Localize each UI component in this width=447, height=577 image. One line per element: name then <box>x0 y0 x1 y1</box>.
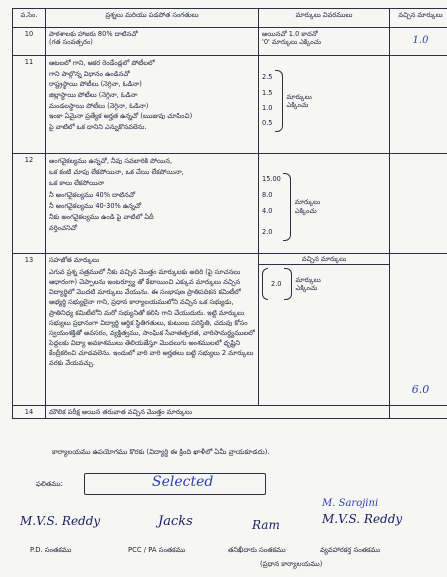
row-13-left-brace <box>262 268 268 300</box>
row-13-value: 2.0 <box>271 280 282 289</box>
row-11-options <box>262 70 386 132</box>
header-points: మార్కులు వివరములు <box>259 9 390 28</box>
vp-signature-label: వ్యవహారకర్త సంతకము <box>320 546 381 554</box>
row-10-score: 1.0 <box>412 35 429 46</box>
row-13-label <box>296 276 321 293</box>
row-10-points-line-2: '0' మార్కులు ఎక్కించు <box>262 38 322 47</box>
row-12-values <box>262 172 281 241</box>
row-12-desc-line-5: నీ అంగవైకల్యము 40-30% ఉన్నచో <box>49 201 142 210</box>
header-score: వచ్చిన మార్కులు <box>390 9 447 28</box>
row-12-value-3: 4.0 <box>262 206 273 215</box>
row-11-label-line-1: మార్కులు <box>286 92 312 101</box>
row-13-score-cell <box>390 254 447 406</box>
row-12-value-4: 2.0 <box>262 228 273 237</box>
row-11-number: 11 <box>13 56 46 154</box>
row-11-value-4: 0.5 <box>262 119 273 128</box>
row-12-label <box>295 198 320 215</box>
row-10-desc-line-2: (గత సంవత్సరం) <box>49 38 93 47</box>
office-use-note: కార్యాలయము ఉపయోగము కొరకు (విద్యార్థి ఈ క్రింది ఖాళీలో ఏమీ వ్రాయకూడదు). <box>52 448 270 456</box>
row-12-desc-line-1: అంగవైకల్యము ఉన్నచో, నీవు సవబారికి పోయిన, <box>49 157 173 165</box>
inspector-signature: Ram <box>252 518 280 532</box>
row-11-score <box>390 56 447 154</box>
row-14-number: 14 <box>13 406 46 419</box>
row-12-score <box>390 154 447 254</box>
row-11-brace <box>275 70 283 132</box>
row-12-desc-line-7: వర్తించనిచో <box>49 224 77 233</box>
row-13-brace <box>284 268 292 300</box>
row-14-score <box>390 406 447 419</box>
row-13-score: 6.0 <box>411 382 430 396</box>
row-12-value-1: 15.00 <box>262 175 281 183</box>
row-10-points <box>259 28 390 56</box>
row-12-options <box>262 172 386 241</box>
pcc-signature-label: PCC / PA సంతకము <box>128 546 186 554</box>
row-12-label-line-2: ఎక్కించు <box>294 206 317 215</box>
row-12-value-2: 8.0 <box>262 190 273 199</box>
row-13-number: 13 <box>13 254 46 406</box>
row-11-label <box>287 93 312 110</box>
row-11-desc-line-5: మండలస్థాయి పోటీలు (నెగ్గినా, ఓడినా) <box>49 101 149 110</box>
row-11-description <box>46 56 259 154</box>
row-12-desc-line-6: నీకు అంగవైకల్యము ఉండి పై వాటిలో ఏదీ <box>49 213 154 222</box>
row-11-desc-line-1: ఆటలలో గాని, ఆకర రెండేండ్లలో పోటీలలో <box>49 59 155 67</box>
row-11-desc-line-4: జిల్లాస్థాయి పోటీలు (నెగ్గినా, ఓడినా <box>49 91 138 100</box>
row-13-text: ఎగువ ప్రశ్న పత్రములో నీకు వచ్చిన మొత్తం మార్కులకు అదిరి (పై సూచనలు ఆధారంగా) చెప్పాలను ఇంటర్వ్యూ తో కేటాయించి ఎక్కువ మార్కులు వచ్చిన విద్యార్థిలో మొదటి మార్కులు వేయును. ఈ సంభాషణ ప్రాతిపదికన కమిటీలో అభ్యర్థి సభ్యులైనా గాని, ప్రధాన కార్యాలయములోని వచ్చిన ఒక సభ్యుడు, ప్రాతినిధ్య కమిటీలోని మరో సభ్యునితో కలిసి గాని చేయుదురు. ఇట్టి మార్కులు సభ్యులు ప్రధానంగా విద్యార్థి ఆర్థిక స్థితిగతులు, కుటుంబ పరిస్థితి, చదువు కోసం స్వయంశక్తితో అవసరం, వ్యక్తిత్వము, సాంఘిక సేవాతత్పరత, వారిసామర్థ్యములలో పెద్దలకు విద్యా అవకాశములు తెలియజేస్తూ మొదలుగు అంశములలో ధృష్టిని కేంద్రీకరించి చూడవలెను. ఇందులో వారి వారి అర్హతలు బట్టి సభ్యులు 2 మార్కులు వరకు వేయవచ్చు. <box>49 268 255 367</box>
row-13 <box>13 254 447 406</box>
row-11-value-3: 1.0 <box>262 104 273 112</box>
header-description: ప్రశ్నలు మరియు పడపోత సంగతులు <box>46 9 259 28</box>
row-13-label-line-2: ఎక్కించు <box>295 284 318 293</box>
row-12-desc-line-3: ఒక కాలు లేకపోయినా <box>49 179 105 188</box>
row-11-desc-line-6: ఇంకా ఏమైనా ప్రత్యేక అర్హత ఉన్నచో (ఋజువు చూపించి) <box>49 112 193 121</box>
row-14 <box>13 406 447 419</box>
row-11-desc-line-7: పై వాటిలో ఒక దానిని ఎన్నుకొనవలెను. <box>49 123 147 132</box>
row-14-description: మౌలిక పరీక్ష అయిన తరువాత వచ్చిన మొత్తం మార్కులు <box>46 406 390 419</box>
row-13-description <box>46 254 259 406</box>
row-12-desc-line-4: నీ అంగవైకల్యము 40% దాటినచో <box>49 190 136 199</box>
row-13-label-line-1: మార్కులు <box>295 276 321 284</box>
row-12 <box>13 154 447 254</box>
row-12-description <box>46 154 259 254</box>
row-11-value-2: 1.5 <box>262 88 273 97</box>
header-serial-number: వ.సెం. <box>13 9 46 28</box>
row-13-points <box>259 254 390 406</box>
row-12-label-line-1: మార్కులు <box>294 198 321 207</box>
row-11-desc-line-3: రాష్ట్రస్థాయి పోటీలు (నెగ్గినా, ఓడినా) <box>49 80 142 89</box>
row-13-title: సహజోత మార్కులు <box>49 256 100 264</box>
row-12-points <box>259 154 390 254</box>
row-13-options <box>262 268 386 300</box>
row-10-points-line-1: అయినచో 1.0 కాదనో <box>262 30 318 38</box>
row-11 <box>13 56 447 154</box>
row-13-subheader: వచ్చిన మార్కులు <box>259 254 389 265</box>
table-header-row <box>13 9 447 28</box>
row-11-desc-line-2: గాని పాల్గొన్న విధానం ఉండినచో <box>49 69 130 78</box>
row-11-values <box>262 70 273 132</box>
pd-signature: M.V.S. Reddy <box>20 514 101 528</box>
vp-signature: M.V.S. Reddy <box>322 512 403 526</box>
inspector-signature-label: తనిఖీదారు సంతకము <box>228 546 286 554</box>
inspector-signature-sub: (ప్రధాన కార్యాలయము) <box>260 560 323 568</box>
row-12-brace <box>283 173 291 241</box>
row-11-label-line-2: ఎక్కించు <box>286 101 309 109</box>
pcc-signature: Jacks <box>158 514 193 529</box>
marks-table <box>12 8 447 419</box>
row-10-desc-line-1: పాఠశాలకు హాజరు 80% దాటినచో <box>49 30 138 38</box>
vp-name-handwritten: M. Sarojini <box>322 498 379 509</box>
row-12-desc-line-2: ఒక కంటి చూపు లేకపోయినా, ఒక చేయి లేకపోయినా, <box>49 168 184 177</box>
row-11-points <box>259 56 390 154</box>
row-10 <box>13 28 447 56</box>
row-11-value-1: 2.5 <box>262 73 273 82</box>
result-label: ఫలితము: <box>36 480 63 488</box>
row-10-score-cell <box>390 28 447 56</box>
pd-signature-label: P.D. సంతకము <box>30 546 72 554</box>
row-10-description <box>46 28 259 56</box>
row-10-number: 10 <box>13 28 46 56</box>
row-12-number: 12 <box>13 154 46 254</box>
result-value: Selected <box>152 474 214 490</box>
